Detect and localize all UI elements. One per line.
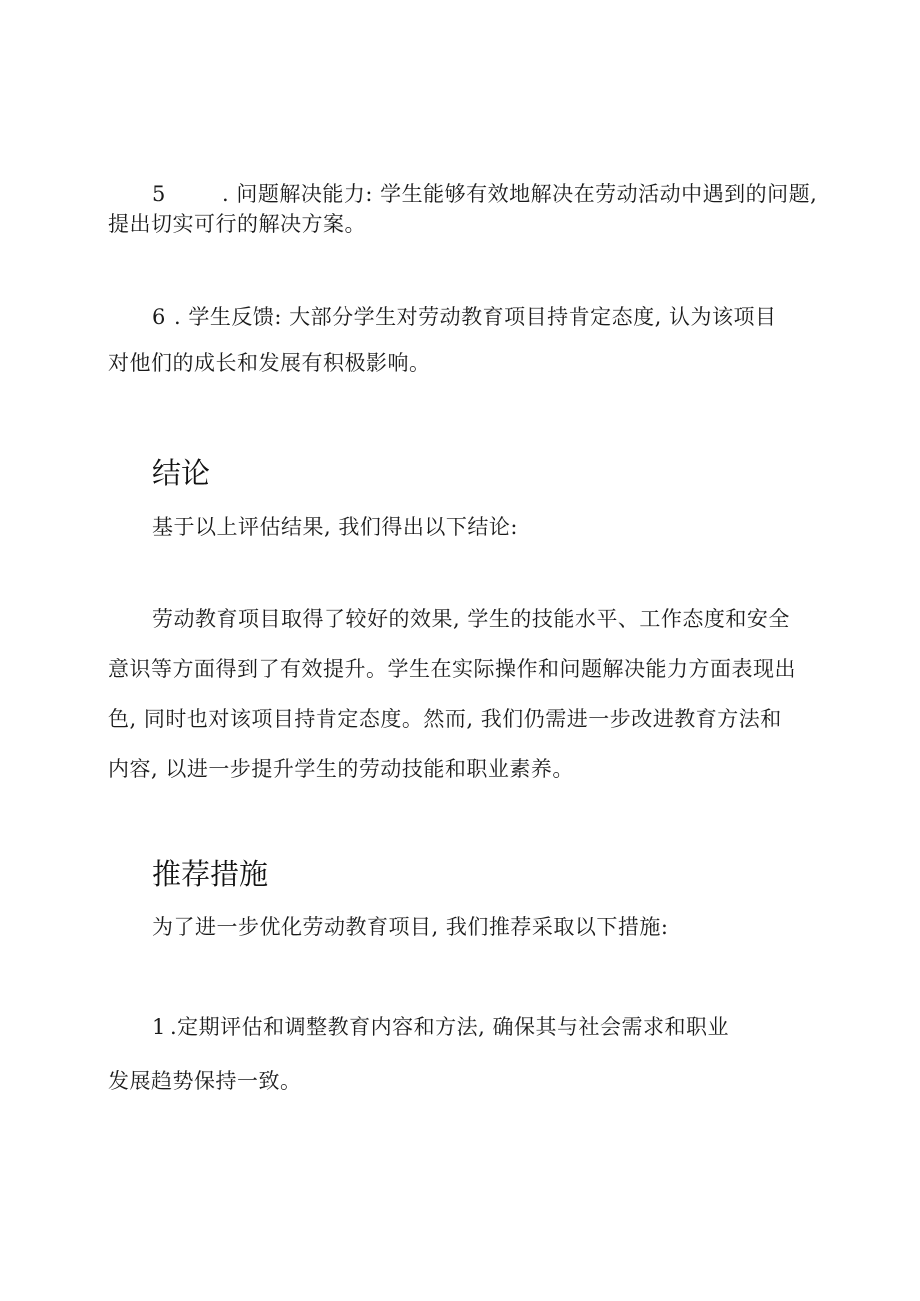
- conclusion-para-line-4: 内容, 以进一步提升学生的劳动技能和职业素养。: [108, 757, 574, 781]
- item-5-line-2: 提出切实可行的解决方案。: [108, 212, 366, 236]
- recommendations-intro: 为了进一步优化劳动教育项目, 我们推荐采取以下措施:: [152, 915, 669, 939]
- conclusion-heading: 结论: [152, 456, 211, 490]
- conclusion-para-line-3: 色, 同时也对该项目持肯定态度。然而, 我们仍需进一步改进教育方法和: [108, 707, 782, 731]
- item-6-number: 6: [152, 305, 166, 329]
- recommendation-1-text-1: .定期评估和调整教育内容和方法, 确保其与社会需求和职业: [170, 1015, 730, 1039]
- recommendation-1-line-1: [152, 1013, 729, 1041]
- conclusion-para-line-2: 意识等方面得到了有效提升。学生在实际操作和问题解决能力方面表现出: [108, 657, 796, 681]
- recommendation-1-number: 1: [152, 1015, 166, 1039]
- item-6-text-1: . 学生反馈: 大部分学生对劳动教育项目持肯定态度, 认为该项目: [174, 305, 777, 329]
- item-6-line-1: [152, 303, 776, 331]
- recommendations-heading: 推荐措施: [152, 857, 269, 891]
- recommendation-1-line-2: 发展趋势保持一致。: [108, 1069, 302, 1093]
- item-5-number: 5: [152, 182, 166, 206]
- item-5-text-1: . 问题解决能力: 学生能够有效地解决在劳动活动中遇到的问题,: [222, 182, 818, 206]
- item-6-line-2: 对他们的成长和发展有积极影响。: [108, 351, 431, 375]
- conclusion-intro: 基于以上评估结果, 我们得出以下结论:: [152, 515, 518, 539]
- conclusion-para-line-1: 劳动教育项目取得了较好的效果, 学生的技能水平、工作态度和安全: [152, 607, 790, 631]
- item-5-line-1: [152, 180, 817, 208]
